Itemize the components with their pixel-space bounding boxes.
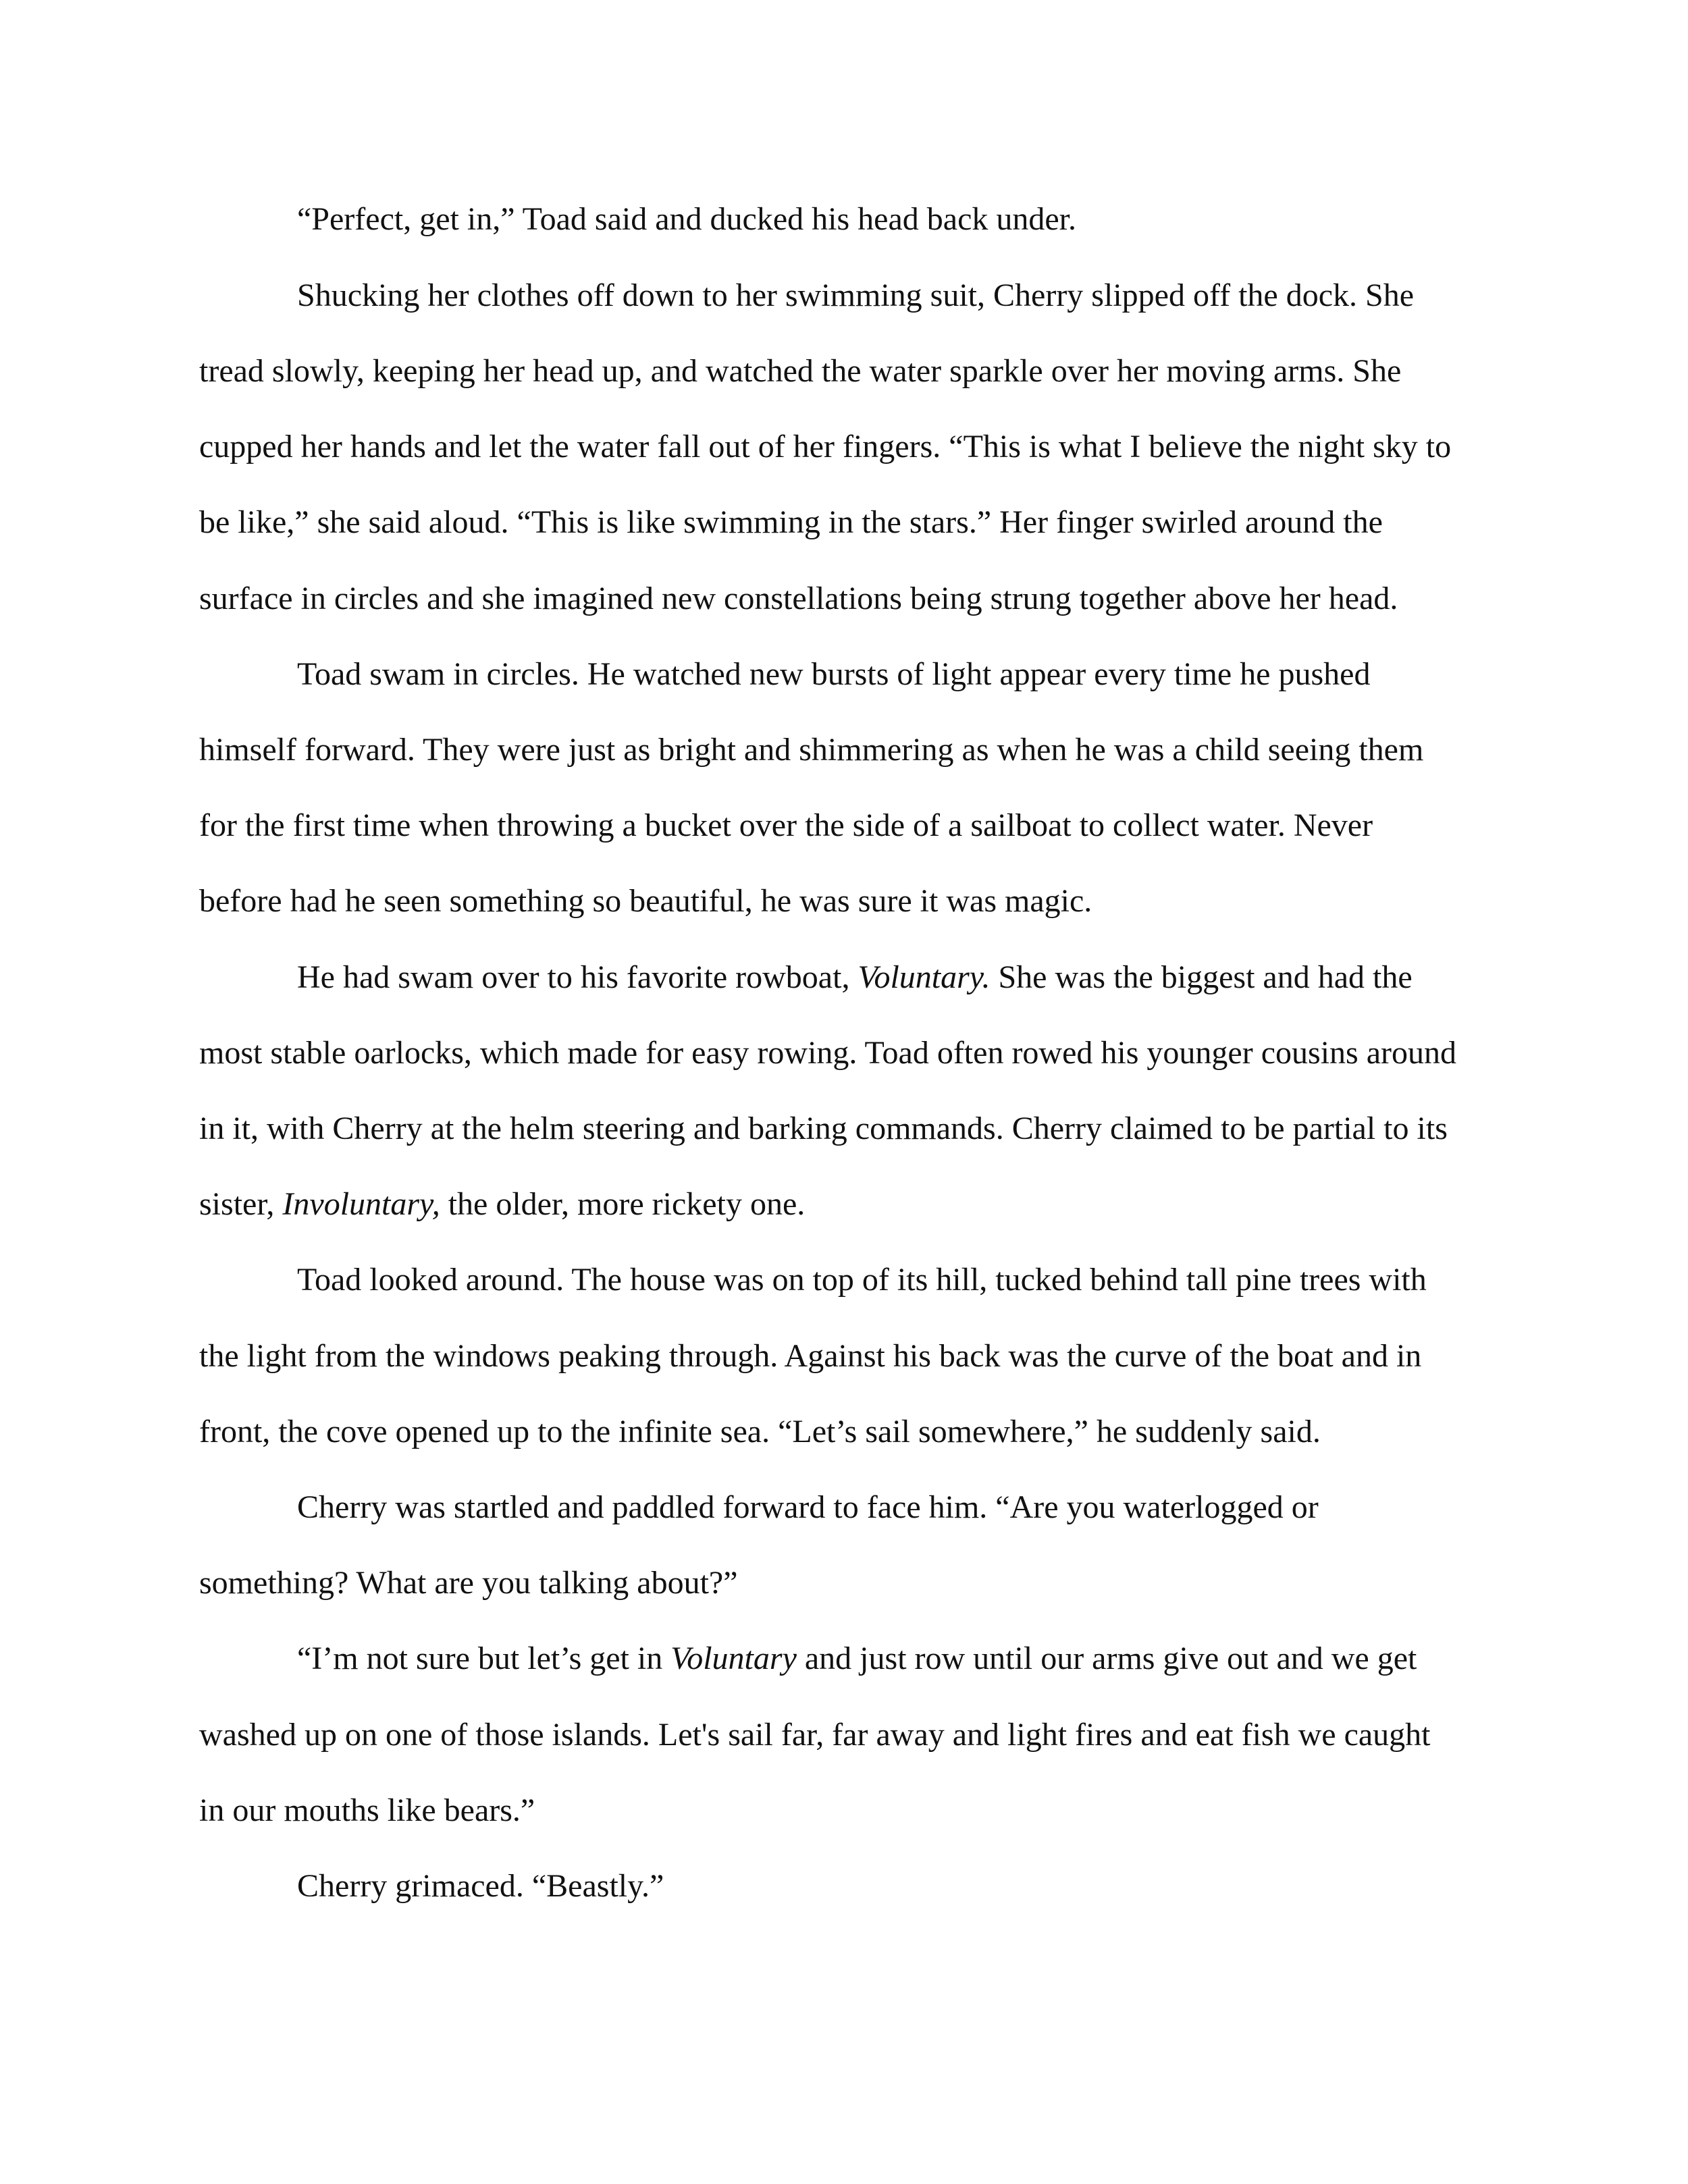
paragraph-line: the light from the windows peaking through. Against his back was the curve of the boat and in — [199, 1338, 1422, 1374]
paragraph-line: something? What are you talking about?” — [199, 1565, 738, 1601]
paragraph-line: in our mouths like bears.” — [199, 1792, 535, 1828]
boat-name-italic: Voluntary. — [858, 959, 991, 995]
boat-name-italic: Involuntary, — [282, 1186, 440, 1222]
paragraph-line: Cherry grimaced. “Beastly.” — [297, 1868, 664, 1904]
paragraph-line: in it, with Cherry at the helm steering and barking commands. Cherry claimed to be partial to its — [199, 1111, 1448, 1146]
paragraph-line: washed up on one of those islands. Let's sail far, far away and light fires and eat fish we caught — [199, 1717, 1431, 1753]
line-text: She was the biggest and had the — [990, 959, 1413, 995]
line-text: sister, — [199, 1186, 283, 1222]
paragraph-line: Toad swam in circles. He watched new bursts of light appear every time he pushed — [297, 656, 1371, 692]
boat-name-italic: Voluntary — [670, 1641, 797, 1676]
line-text: the older, more rickety one. — [440, 1186, 806, 1222]
paragraph-line: be like,” she said aloud. “This is like swimming in the stars.” Her finger swirled around the — [199, 504, 1383, 540]
paragraph-line: cupped her hands and let the water fall out of her fingers. “This is what I believe the night sky to — [199, 429, 1452, 464]
paragraph-line: front, the cove opened up to the infinite sea. “Let’s sail somewhere,” he suddenly said. — [199, 1414, 1321, 1449]
paragraph-line: himself forward. They were just as bright and shimmering as when he was a child seeing them — [199, 732, 1424, 768]
line-text: and just row until our arms give out and we get — [796, 1641, 1417, 1676]
paragraph-line: “Perfect, get in,” Toad said and ducked his head back under. — [297, 201, 1077, 237]
paragraph-line — [199, 1184, 805, 1225]
paragraph-line — [297, 1639, 1417, 1679]
paragraph-line — [297, 957, 1413, 998]
line-text: “I’m not sure but let’s get in — [297, 1641, 671, 1676]
paragraph-line: for the first time when throwing a bucket over the side of a sailboat to collect water. Never — [199, 807, 1373, 843]
paragraph-line: surface in circles and she imagined new constellations being strung together above her head. — [199, 581, 1398, 616]
paragraph-line: before had he seen something so beautiful, he was sure it was magic. — [199, 883, 1092, 919]
paragraph-line: tread slowly, keeping her head up, and watched the water sparkle over her moving arms. She — [199, 353, 1402, 389]
paragraph-line: most stable oarlocks, which made for easy rowing. Toad often rowed his younger cousins around — [199, 1035, 1456, 1071]
paragraph-line: Shucking her clothes off down to her swimming suit, Cherry slipped off the dock. She — [297, 277, 1415, 313]
paragraph-line: Cherry was startled and paddled forward to face him. “Are you waterlogged or — [297, 1489, 1319, 1525]
line-text: He had swam over to his favorite rowboat, — [297, 959, 858, 995]
paragraph-line: Toad looked around. The house was on top of its hill, tucked behind tall pine trees with — [297, 1262, 1427, 1298]
